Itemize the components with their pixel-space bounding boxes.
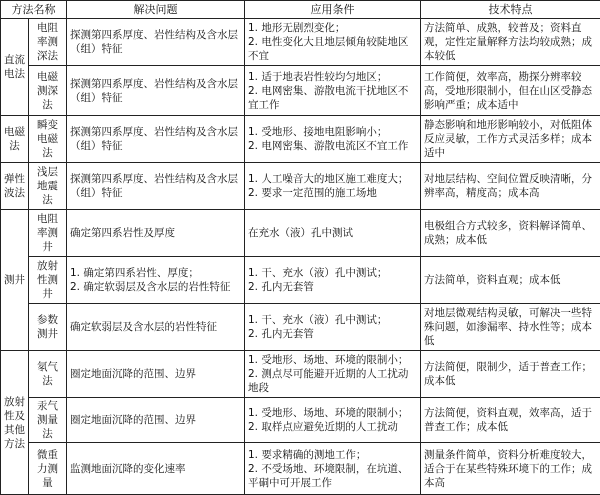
method-sub-cell: 浅层地震法 [29,163,67,210]
problem-cell: 圈定地面沉降的范围、边界 [67,351,245,398]
condition-cell: 1. 受地形、场地、环境的限制小； 2. 测点尽可能避开近期的人工扰动地段 [245,351,421,398]
method-sub-cell: 汞气测量法 [29,398,67,443]
table-row [1,351,600,398]
feature-cell: 方法简便，限制少，适于普查工作；成本低 [421,351,600,398]
problem-cell: 1. 确定第四系岩性、厚度； 2. 确定软弱层及含水层的岩性特征 [67,257,245,304]
table-row [1,257,600,304]
problem-cell: 探测第四系厚度、岩性结构及含水层（组）特征 [67,163,245,210]
method-group-cell: 电磁法 [1,116,29,163]
problem-cell: 探测第四系厚度、岩性结构及含水层（组）特征 [67,66,245,116]
table-row [1,398,600,443]
method-sub-cell: 瞬变电磁法 [29,116,67,163]
condition-cell: 在充水（液）孔中测试 [245,210,421,257]
method-sub-cell: 电磁测深法 [29,66,67,116]
table-row [1,304,600,351]
feature-cell: 方法简便，资料直观，效率高，适于普查工作；成本低 [421,398,600,443]
problem-cell: 确定软弱层及含水层的岩性特征 [67,304,245,351]
problem-cell: 确定第四系岩性及厚度 [67,210,245,257]
feature-cell: 测量条件简单，资料分析难度较大，适合于在某些特殊环境下的工作；成本高 [421,443,600,495]
method-sub-cell: 微重力测量 [29,443,67,495]
method-sub-cell: 参数测井 [29,304,67,351]
feature-cell: 电极组合方式较多，资料解译简单、成熟；成本低 [421,210,600,257]
header-problem: 解决问题 [67,1,245,19]
condition-cell: 1. 干、充水（液）孔中测试； 2. 孔内无套管 [245,304,421,351]
feature-cell: 方法简单、成熟，较普及；资料直观，定性定量解释方法均较成熟；成本较低 [421,19,600,66]
feature-cell: 对地层结构、空间位置反映清晰，分辨率高，精度高；成本高 [421,163,600,210]
table-row [1,163,600,210]
method-sub-cell: 电阻率测井 [29,210,67,257]
problem-cell: 圈定地面沉降的范围、边界 [67,398,245,443]
condition-cell: 1. 要求精确的测地工作； 2. 不受场地、环境限制，在坑道、平硐中可开展工作 [245,443,421,495]
header-condition: 应用条件 [245,1,421,19]
method-group-cell: 直流电法 [1,19,29,116]
feature-cell: 方法简单，资料直观；成本低 [421,257,600,304]
condition-cell: 1. 地形无剧烈变化； 2. 电性变化大且地层倾角较陡地区不宜 [245,19,421,66]
header-method: 方法名称 [1,1,67,19]
condition-cell: 1. 人工噪音大的地区施工难度大； 2. 要求一定范围的施工场地 [245,163,421,210]
problem-cell: 探测第四系厚度、岩性结构及含水层（组）特征 [67,116,245,163]
feature-cell: 工作简便，效率高，勘探分辨率较高，受地形限制小，但在山区受静态影响严重；成本适中 [421,66,600,116]
table-row [1,210,600,257]
table-row [1,66,600,116]
table-row [1,116,600,163]
feature-cell: 静态影响和地形影响较小，对低阻体反应灵敏，工作方式灵活多样；成本适中 [421,116,600,163]
feature-cell: 对地层微观结构灵敏，可解决一些特殊问题，如渗漏率、持水性等；成本低 [421,304,600,351]
header-row [1,1,600,19]
method-sub-cell: 氡气法 [29,351,67,398]
problem-cell: 探测第四系厚度、岩性结构及含水层（组）特征 [67,19,245,66]
methods-table-body [1,19,600,495]
header-feature: 技术特点 [421,1,600,19]
condition-cell: 1. 干、充水（液）孔中测试； 2. 孔内无套管 [245,257,421,304]
condition-cell: 1. 受地形、场地、环境的限制小； 2. 取样点应避免近期的人工扰动 [245,398,421,443]
method-sub-cell: 放射性测井 [29,257,67,304]
method-sub-cell: 电阻率测深法 [29,19,67,66]
table-row [1,19,600,66]
method-group-cell: 弹性波法 [1,163,29,210]
method-group-cell: 测井 [1,210,29,351]
problem-cell: 监测地面沉降的变化速率 [67,443,245,495]
condition-cell: 1. 适于地表岩性较均匀地区； 2. 电网密集、游散电流干扰地区不宜工作 [245,66,421,116]
condition-cell: 1. 受地形、接地电阻影响小； 2. 电网密集、游散电流区不宜工作 [245,116,421,163]
method-group-cell: 放射性及其他方法 [1,351,29,495]
